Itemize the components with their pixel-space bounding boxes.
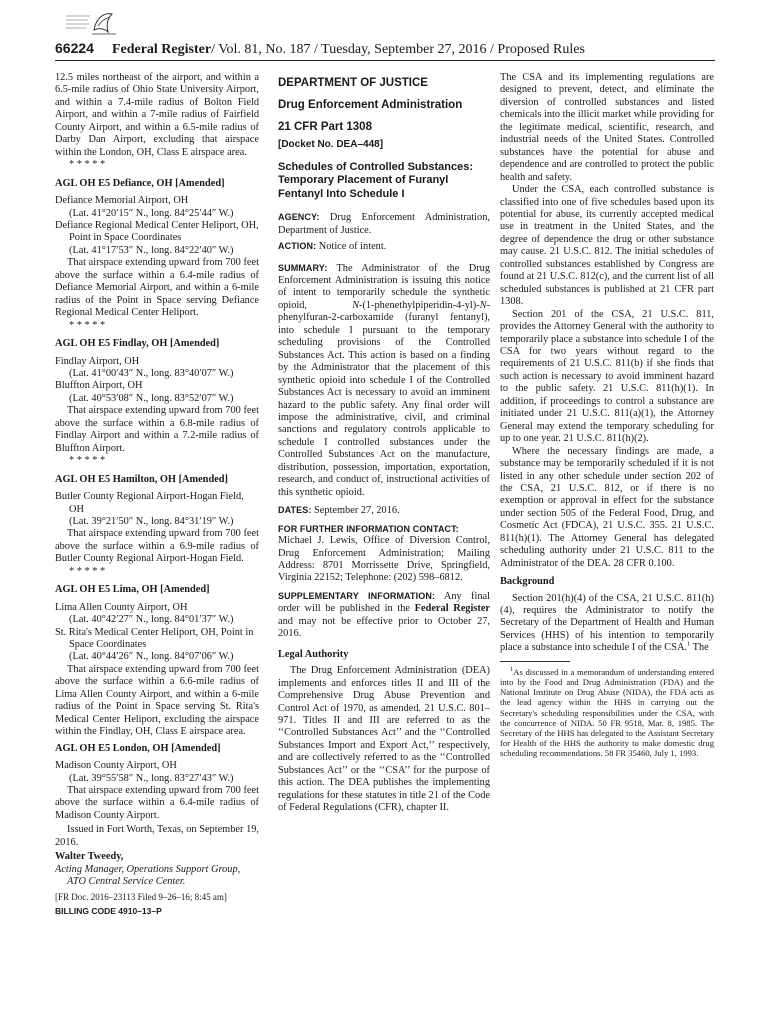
lima-text: That airspace extending upward from 700 feet above the surface within a 6.6-mile radius of Lima Allen County Airport, and within a 6-mile radius of the Point in Space serving St. Rita's Medical Center Heliport, excluding the airspace within the Findlay, OH, Class E airspace area. [55, 663, 259, 738]
dates-field [278, 504, 490, 517]
column-middle [278, 72, 490, 1018]
defiance-coord-1: (Lat. 41°20′15″ N., long. 84°25′44″ W.) [69, 207, 234, 219]
legal-authority-text: The Drug Enforcement Administration (DEA) implements and enforces titles II and III of the Comprehensive Drug Abuse Prevention and Control Act of 1970, as amended. 21 U.S.C. 801–971. Titles II and III are referred to as the ‘‘Controlled Substances Act’’ and the ‘‘Controlled Substances Import and Export Act,’’ respectively, and are collectively referred to as the ‘‘Controlled Substances Act’’ or the ‘‘CSA’’ for the purpose of this action. The DEA publishes the implementing regulations for these statutes in title 21 of the Code of Federal Regulations (CFR), chapter II. [278, 665, 490, 814]
page-number: 66224 [55, 40, 94, 56]
findlay-text: That airspace extending upward from 700 feet above the surface within a 6.8-mile radius of Findlay Airport and within a 7.2-mile radius of Bluffton Airport. [55, 405, 259, 454]
defiance-airport-2: Defiance Regional Medical Center Heliport, OH, Point in Space Coordinates [55, 219, 259, 244]
lima-heading: AGL OH E5 Lima, OH [Amended] [55, 584, 210, 596]
summary-text-b: -(1-phenethylpiperidin-4-yl)- [359, 299, 480, 311]
footnote-divider [500, 661, 570, 662]
summary-field [278, 262, 490, 500]
contact-label: FOR FURTHER INFORMATION CONTACT: [278, 523, 459, 534]
findlay-heading: AGL OH E5 Findlay, OH [Amended] [55, 338, 220, 350]
billing-code: BILLING CODE 4910–13–P [55, 905, 162, 916]
dates-label: DATES: [278, 505, 312, 516]
csa-paragraph-2: Under the CSA, each controlled substance is classified into one of five schedules based upon its potential for abuse, its currently accepted medical use in treatment in the United States, and the degree of dependence the drug or other substance may cause. 21 U.S.C. 812. The initial schedules of controlled substances established by Congress are found at 21 U.S.C. 812(c), and the current list of all scheduled substances is published at 21 CFR part 1308. [500, 184, 714, 308]
fr-doc-line: [FR Doc. 2016–23113 Filed 9–26–16; 8:45 am] [55, 891, 227, 902]
dates-value: September 27, 2016. [314, 505, 400, 517]
section-stars: * * * * * [69, 159, 106, 171]
footnote-ref-1: 1 [687, 640, 691, 648]
gpo-authenticated-seal-icon [64, 8, 118, 40]
legal-authority-heading: Legal Authority [278, 648, 349, 660]
agency-value: Drug Enforcement Administration, Department of Justice. [278, 212, 490, 236]
hamilton-airport-1: Butler County Regional Airport-Hogan Field, OH [55, 491, 244, 515]
lima-coord-1: (Lat. 40°42′27″ N., long. 84°01′37″ W.) [69, 614, 234, 626]
hamilton-coord-1: (Lat. 39°21′50″ N., long. 84°31′19″ W.) [69, 515, 234, 527]
department-heading: DEPARTMENT OF JUSTICE [278, 77, 428, 89]
summary-chem-n2: N [479, 299, 487, 311]
issued-text: Issued in Fort Worth, Texas, on September 19, 2016. [55, 824, 259, 848]
footnote-text: As discussed in a memorandum of understanding entered into by the Food and Drug Administration (FDA) and the National Institute on Drug Abuse (NIDA), the FDA acts as the lead agency within the HHS in carrying out the Secretary's scheduling responsibilities under the CSA, with the concurrence of NIDA. 50 FR 9518, Mar. 8, 1985. The Secretary of the HHS has delegated to the Assistant Secretary for Health of the HHS the authority to make domestic drug scheduling recommendations. 58 FR 35460, July 1, 1993. [500, 666, 714, 759]
defiance-coord-2: (Lat. 41°17′53″ N., long. 84°22′40″ W.) [69, 244, 234, 256]
action-field [278, 240, 490, 253]
agency-heading: Drug Enforcement Administration [278, 99, 463, 111]
action-value: Notice of intent. [318, 241, 387, 253]
supplementary-text-a: Any final order will be published in the [278, 590, 490, 615]
publication-name: Federal Register [111, 42, 212, 57]
column-right [500, 72, 714, 1018]
london-heading: AGL OH E5 London, OH [Amended] [55, 742, 221, 754]
footnote-1 [500, 667, 714, 759]
summary-label: SUMMARY: [278, 262, 328, 273]
agency-field [278, 211, 490, 237]
agency-label: AGENCY: [278, 212, 320, 223]
background-text-end: The [692, 642, 709, 654]
hamilton-text: That airspace extending upward from 700 feet above the surface within a 6.9-mile radius of Butler County Regional Airport-Hogan Field. [55, 528, 259, 565]
lima-airport-2: St. Rita's Medical Center Heliport, OH, Point in Space Coordinates [55, 626, 254, 651]
defiance-airport-1: Defiance Memorial Airport, OH [55, 195, 189, 207]
findlay-coord-1: (Lat. 41°00′43″ N., long. 83°40′07″ W.) [69, 367, 234, 379]
summary-chem-n: N [352, 299, 359, 311]
section-stars: * * * * * [69, 455, 106, 467]
footnote-number: 1 [510, 665, 514, 673]
page-header [55, 38, 715, 61]
supplementary-field [278, 590, 490, 641]
findlay-airport-2: Bluffton Airport, OH [55, 380, 143, 392]
lima-coord-2: (Lat. 40°44′26″ N., long. 84°07′06″ W.) [69, 651, 234, 663]
csa-paragraph-4: Where the necessary findings are made, a substance may be temporarily scheduled if it is not listed in any other schedule under section 202 of the CSA, 21 U.S.C. 812, or if there is no exemption or approval in effect for the substance under section 505 of the Federal Food, Drug, and Cosmetic Act (FDCA), 21 U.S.C. 355. 21 U.S.C. 811(h)(1). The Attorney General has delegated scheduling authority under 21 U.S.C. 811 to the Administrator of the DEA. 28 CFR 0.100. [500, 445, 714, 569]
contact-text: Michael J. Lewis, Office of Diversion Control, Drug Enforcement Administration; Mailing Address: 8701 Morrissette Drive, Springfield, Virginia 22152; Telephone: (202) 598–6812. [278, 535, 490, 584]
cfr-heading: 21 CFR Part 1308 [278, 121, 372, 133]
airspace-intro-text: 12.5 miles northeast of the airport, and within a 6.5-mile radius of Ohio State University Airport, and within a 7.4-mile radius of Bolton Field Airport, and within a 7-mile radius of Fairfield County Airport, and within a 6.5-mile radius of Darby Dan Airport, excluding that airspace within the London, OH, Class E airspace area. [55, 72, 259, 158]
supplementary-label: SUPPLEMENTARY INFORMATION: [278, 590, 436, 601]
column-left [55, 72, 259, 1018]
federal-register-ref: Federal Register [414, 603, 490, 615]
summary-text-c: -phenylfuran-2-carboxamide (furanyl fentanyl), into schedule I pursuant to the temporary scheduling provisions of the Controlled Substances Act. This action is based on a finding by the Administrator that the placement of this synthetic opioid into schedule I of the Controlled Substances Act is necessary to avoid an imminent hazard to the public safety. Any final order will impose the administrative, civil, and criminal sanctions and regulatory controls applicable to schedule I controlled substances under the Controlled Substances Act on the manufacture, distribution, possession, importation, exportation, research, and conduct of, instructional activities of this synthetic opioid. [278, 299, 490, 498]
docket-number: [Docket No. DEA–448] [278, 139, 384, 150]
findlay-airport-1: Findlay Airport, OH [55, 355, 140, 367]
lima-airport-1: Lima Allen County Airport, OH [55, 601, 188, 613]
csa-paragraph-3: Section 201 of the CSA, 21 U.S.C. 811, provides the Attorney General with the authority to temporarily place a substance into schedule I of the CSA for two years without regard to the requirements of 21 U.S.C. 811(b) if she finds that such action is necessary to avoid imminent hazard to the public safety. 21 U.S.C. 811(h)(1). In addition, if proceedings to control a substance are initiated under 21 U.S.C. 811(a)(1), the Attorney General may extend the temporary scheduling for up to one year. 21 U.S.C. 811(h)(2). [500, 308, 714, 445]
issue-info: / Vol. 81, No. 187 / Tuesday, September 27, 2016 / Proposed Rules [211, 42, 585, 57]
rule-title: Schedules of Controlled Substances: Temporary Placement of Furanyl Fentanyl Into Schedule I [278, 161, 473, 200]
london-airport-1: Madison County Airport, OH [55, 760, 177, 772]
summary-text-a: The Administrator of the Drug Enforcement Administration is issuing this notice of intent to temporarily schedule the synthetic opioid, [278, 262, 490, 311]
defiance-text: That airspace extending upward from 700 feet above the surface within a 6.4-mile radius of Defiance Memorial Airport, and within a 6-mile radius of the Point in Space serving Defiance Regional Medical Center Heliport. [55, 257, 259, 319]
hamilton-heading: AGL OH E5 Hamilton, OH [Amended] [55, 473, 228, 485]
defiance-heading: AGL OH E5 Defiance, OH [Amended] [55, 177, 225, 189]
signer-name: Walter Tweedy, [55, 851, 124, 863]
supplementary-text-b: and may not be effective prior to October 27, 2016. [278, 615, 490, 640]
background-paragraph [500, 593, 714, 655]
background-text: Section 201(h)(4) of the CSA, 21 U.S.C. 811(h)(4), requires the Administrator to notify the Secretary of the Department of Health and Human Services (HHS) of his intention to temporarily place a substance into schedule I of the CSA. [500, 592, 714, 654]
london-coord-1: (Lat. 39°55′58″ N., long. 83°27′43″ W.) [69, 772, 234, 784]
london-text: That airspace extending upward from 700 feet above the surface within a 6.4-mile radius of Madison County Airport. [55, 785, 259, 821]
csa-paragraph-1: The CSA and its implementing regulations are designed to prevent, detect, and eliminate the diversion of controlled substances and listed chemicals into the illicit market while providing for the legitimate medical, scientific, research, and industrial needs of the United States. Controlled substances have the potential for abuse and dependence and are controlled to protect the public health and safety. [500, 72, 714, 183]
section-stars: * * * * * [69, 319, 106, 331]
signer-title: Acting Manager, Operations Support Group, ATO Central Service Center. [55, 863, 241, 888]
section-stars: * * * * * [69, 565, 106, 577]
findlay-coord-2: (Lat. 40°53′08″ N., long. 83°52′07″ W.) [69, 392, 234, 404]
background-heading: Background [500, 576, 555, 588]
action-label: ACTION: [278, 241, 317, 252]
